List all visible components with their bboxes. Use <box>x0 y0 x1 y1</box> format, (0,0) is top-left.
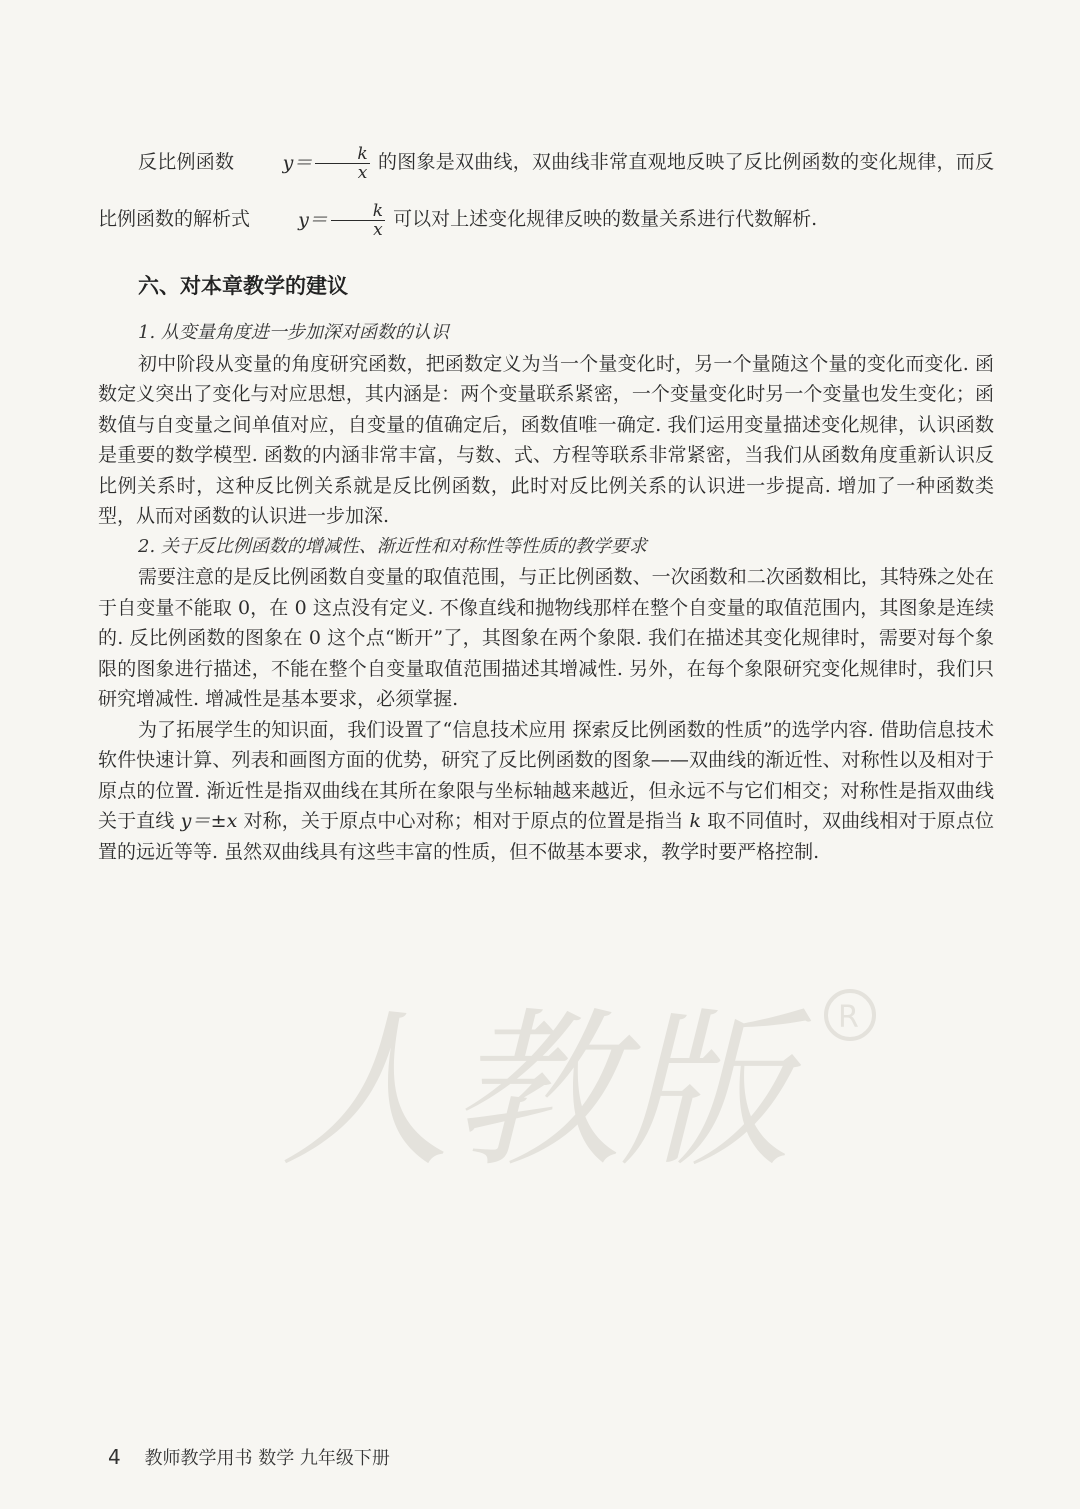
variable-k: k <box>689 810 702 832</box>
intro-line2-start: 例函数的解析式 <box>117 208 257 230</box>
page-footer <box>108 1444 390 1470</box>
section-heading: 六、对本章教学的建议 <box>138 274 348 298</box>
publisher-watermark-logo <box>260 960 900 1200</box>
fraction <box>315 145 369 182</box>
intro-line2-end: 可以对上述变化规律反映的数量关系进行代数解析. <box>387 208 818 230</box>
inverse-function-formula-2 <box>258 192 385 248</box>
section-body <box>98 318 994 867</box>
subsection-2-paragraph-2 <box>98 715 994 868</box>
watermark-text: 人教版 <box>280 993 791 1191</box>
fraction-denominator: x <box>357 162 368 183</box>
subsection-2-title: 2. 关于反比例函数的增减性、渐近性和对称性等性质的教学要求 <box>138 535 647 557</box>
paragraph-text: 取不同值时，双曲线相对于原点位置的远近等等. 虽然双曲线具有这些丰富的性质，但不做基本要求，教学时要严格控制. <box>98 810 994 863</box>
subsection-1-paragraph: 初中阶段从变量的角度研究函数，把函数定义为当一个量变化时，另一个量随这个量的变化而变化. 函数定义突出了变化与对应思想，其内涵是：两个变量联系紧密，一个变量变化时另一个变量也发生变化；函数值与自变量之间单值对应，自变量的值确定后，函数值唯一确定. 我们运用变量描述变化规律，认识函数是重要的数学模型. 函数的内涵非常丰富，与数、式、方程等联系非常紧密，当我们从函数角度重新认识反比例关系时，这种反比例关系就是反比例函数，此时对反比例关系的认识进一步提高. 增加了一种函数类型，从而对函数的认识进一步加深. <box>98 352 994 527</box>
paragraph-text: 对称，关于原点中心对称；相对于原点的位置是指当 <box>237 810 690 832</box>
book-title: 教师教学用书 数学 九年级下册 <box>144 1448 390 1469</box>
formula-y: y＝ <box>282 152 313 174</box>
fraction <box>331 202 385 239</box>
fraction-numerator: k <box>315 145 369 164</box>
fraction-numerator: k <box>331 202 385 221</box>
inverse-function-formula <box>243 135 370 191</box>
intro-paragraph <box>98 134 994 248</box>
paragraph-text: 为了拓展学生的知识面，我们设置了“信息技术应用 探索反比例函数的性质”的选学内容. 借助信息技术软件快速计算、列表和画图方面的优势，研究了反比例函数的图象——双曲线的渐近性、对称性以及相对于原点的位置. 渐近性是指双曲线在其所在象限与坐标轴越来越近，但永远不与它们相交；对称性是指双曲线关于直线 <box>98 718 994 832</box>
subsection-2-paragraph: 需要注意的是反比例函数自变量的取值范围，与正比例函数、一次函数和二次函数相比，其特殊之处在于自变量不能取 0，在 0 这点没有定义. 不像直线和抛物线那样在整个自变量的取值范围内，其图象是连续的. 反比例函数的图象在 0 这个点“断开”了，其图象在两个象限. 我们在描述其变化规律时，需要对每个象限的图象进行描述，不能在整个自变量取值范围描述其增减性. 另外，在每个象限研究变化规律时，我们只研究增减性. 增减性是基本要求，必须掌握. <box>98 566 994 710</box>
registered-mark-letter: R <box>838 1000 859 1035</box>
intro-line1-end: 的图象是双曲线，双曲线非常直观地反映了反比例函数的变化规律，而反比 <box>98 151 995 230</box>
intro-line1-start: 反比例函数 <box>138 151 241 173</box>
subsection-1-title: 1. 从变量角度进一步加深对函数的认识 <box>138 322 449 343</box>
page-number: 4 <box>108 1445 121 1469</box>
formula-y: y＝ <box>298 209 328 231</box>
fraction-denominator: x <box>373 219 383 240</box>
symmetry-line-formula: y＝±x <box>180 810 238 832</box>
